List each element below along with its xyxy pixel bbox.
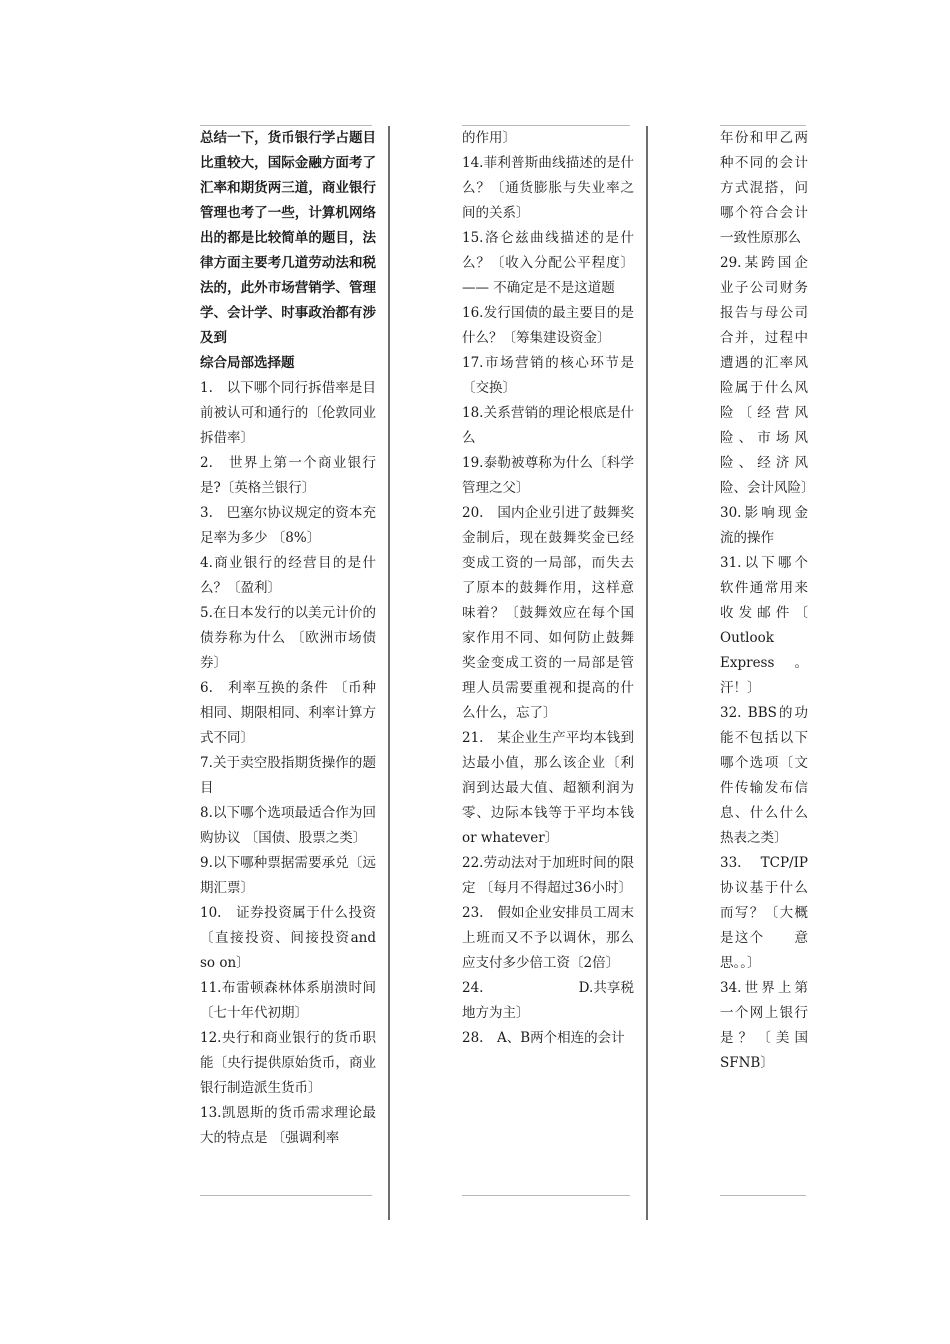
- question-item: 32. BBS的功能不包括以下哪个选项〔文件传输发布信息、什么什么热表之类〕: [720, 705, 808, 846]
- question-item: 3. 巴塞尔协议规定的资本充足率为多少 〔8%〕: [200, 505, 376, 546]
- question-item: 14.菲利普斯曲线描述的是什么？〔通货膨胀与失业率之间的关系〕: [462, 155, 634, 221]
- question-item: 31.以下哪个软件通常用来收发邮件〔 Outlook Express 。汗！〕: [720, 555, 822, 696]
- column-2: [462, 126, 634, 1051]
- question-item: 24. D.共享税地方为主〕: [462, 980, 634, 1021]
- question-item: 8.以下哪个选项最适合作为回购协议 〔国债、股票之类〕: [200, 805, 376, 846]
- question-item: 12.央行和商业银行的货币职能〔央行提供原始货币，商业银行制造派生货币〕: [200, 1030, 376, 1096]
- column2-bottom-rule: [462, 1195, 630, 1196]
- question-item: 4.商业银行的经营目的是什么？〔盈利〕: [200, 555, 376, 596]
- question-item: 15.洛仑兹曲线描述的是什么？〔收入分配公平程度〕—— 不确定是不是这道题: [462, 230, 634, 296]
- question-item: 34.世界上第一个网上银行是？〔美国SFNB〕: [720, 980, 808, 1071]
- question-item: 20. 国内企业引进了鼓舞奖金制后，现在鼓舞奖金已经变成工资的一局部，而失去了原本的鼓舞作用，这样意味着？〔鼓舞效应在每个国家作用不同、如何防止鼓舞奖金变成工资的一局部是管理人员需要重视和提高的什么什么，忘了〕: [462, 505, 634, 721]
- summary-paragraph: 总结一下，货币银行学占题目比重较大，国际金融方面考了汇率和期货两三道，商业银行管理也考了一些，计算机网络出的都是比较简单的题目，法律方面主要考几道劳动法和税法的，此外市场营销学、管理学、会计学、时事政治都有涉及到: [200, 130, 376, 346]
- question-item: 30.影响现金流的操作: [720, 505, 808, 546]
- question-item: 9.以下哪种票据需要承兑〔远期汇票〕: [200, 855, 376, 896]
- column-1: [200, 126, 376, 1151]
- question-item: 23. 假如企业安排员工周末上班而又不予以调休，那么应支付多少倍工资〔2倍〕: [462, 905, 634, 971]
- question-item: 7.关于卖空股指期货操作的题目: [200, 755, 376, 796]
- column3-bottom-rule: [720, 1195, 806, 1196]
- question-item: 28. A、B两个相连的会计: [462, 1030, 625, 1046]
- question-item: 33. TCP/IP协议基于什么而写？〔大概是这个 意思。。〕: [720, 855, 808, 971]
- question-item: 的作用〕: [462, 130, 516, 146]
- question-item: 10. 证券投资属于什么投资〔直接投资、间接投资and so on〕: [200, 905, 376, 971]
- column-divider-right: [646, 126, 648, 1220]
- question-item: 6. 利率互换的条件 〔币种相同、期限相同、利率计算方式不同〕: [200, 680, 376, 746]
- column-divider-left: [388, 126, 390, 1220]
- question-item: 11.布雷顿森林体系崩溃时间 〔七十年代初期〕: [200, 980, 376, 1021]
- question-item: 13.凯恩斯的货币需求理论最大的特点是 〔强调利率: [200, 1105, 376, 1146]
- question-item: 18.关系营销的理论根底是什么: [462, 405, 634, 446]
- question-item: 29.某跨国企业子公司财务报告与母公司合并，过程中遭遇的汇率风险属于什么风险〔经营风险、市场风险、经济风险、会计风险〕: [720, 255, 815, 496]
- question-item: 年份和甲乙两种不同的会计方式混搭，问哪个符合会计一致性原那么: [720, 130, 808, 246]
- column-3: [720, 126, 822, 1076]
- question-item: 5.在日本发行的以美元计价的债券称为什么 〔欧洲市场债券〕: [200, 605, 376, 671]
- question-item: 22.劳动法对于加班时间的限定 〔每月不得超过36小时〕: [462, 855, 634, 896]
- column1-bottom-rule: [200, 1195, 372, 1196]
- question-item: 21. 某企业生产平均本钱到达最小值，那么该企业〔利润到达最大值、超额利润为零、边际本钱等于平均本钱 or whatever〕: [462, 730, 634, 846]
- question-item: 19.泰勒被尊称为什么〔科学管理之父〕: [462, 455, 634, 496]
- question-item: 2. 世界上第一个商业银行是?〔英格兰银行〕: [200, 455, 376, 496]
- question-item: 16.发行国债的最主要目的是什么？〔筹集建设资金〕: [462, 305, 634, 346]
- section-title: 综合局部选择题: [200, 355, 295, 371]
- question-item: 1. 以下哪个同行拆借率是目前被认可和通行的〔伦敦同业拆借率〕: [200, 380, 376, 446]
- question-item: 17.市场营销的核心环节是〔交换〕: [462, 355, 634, 396]
